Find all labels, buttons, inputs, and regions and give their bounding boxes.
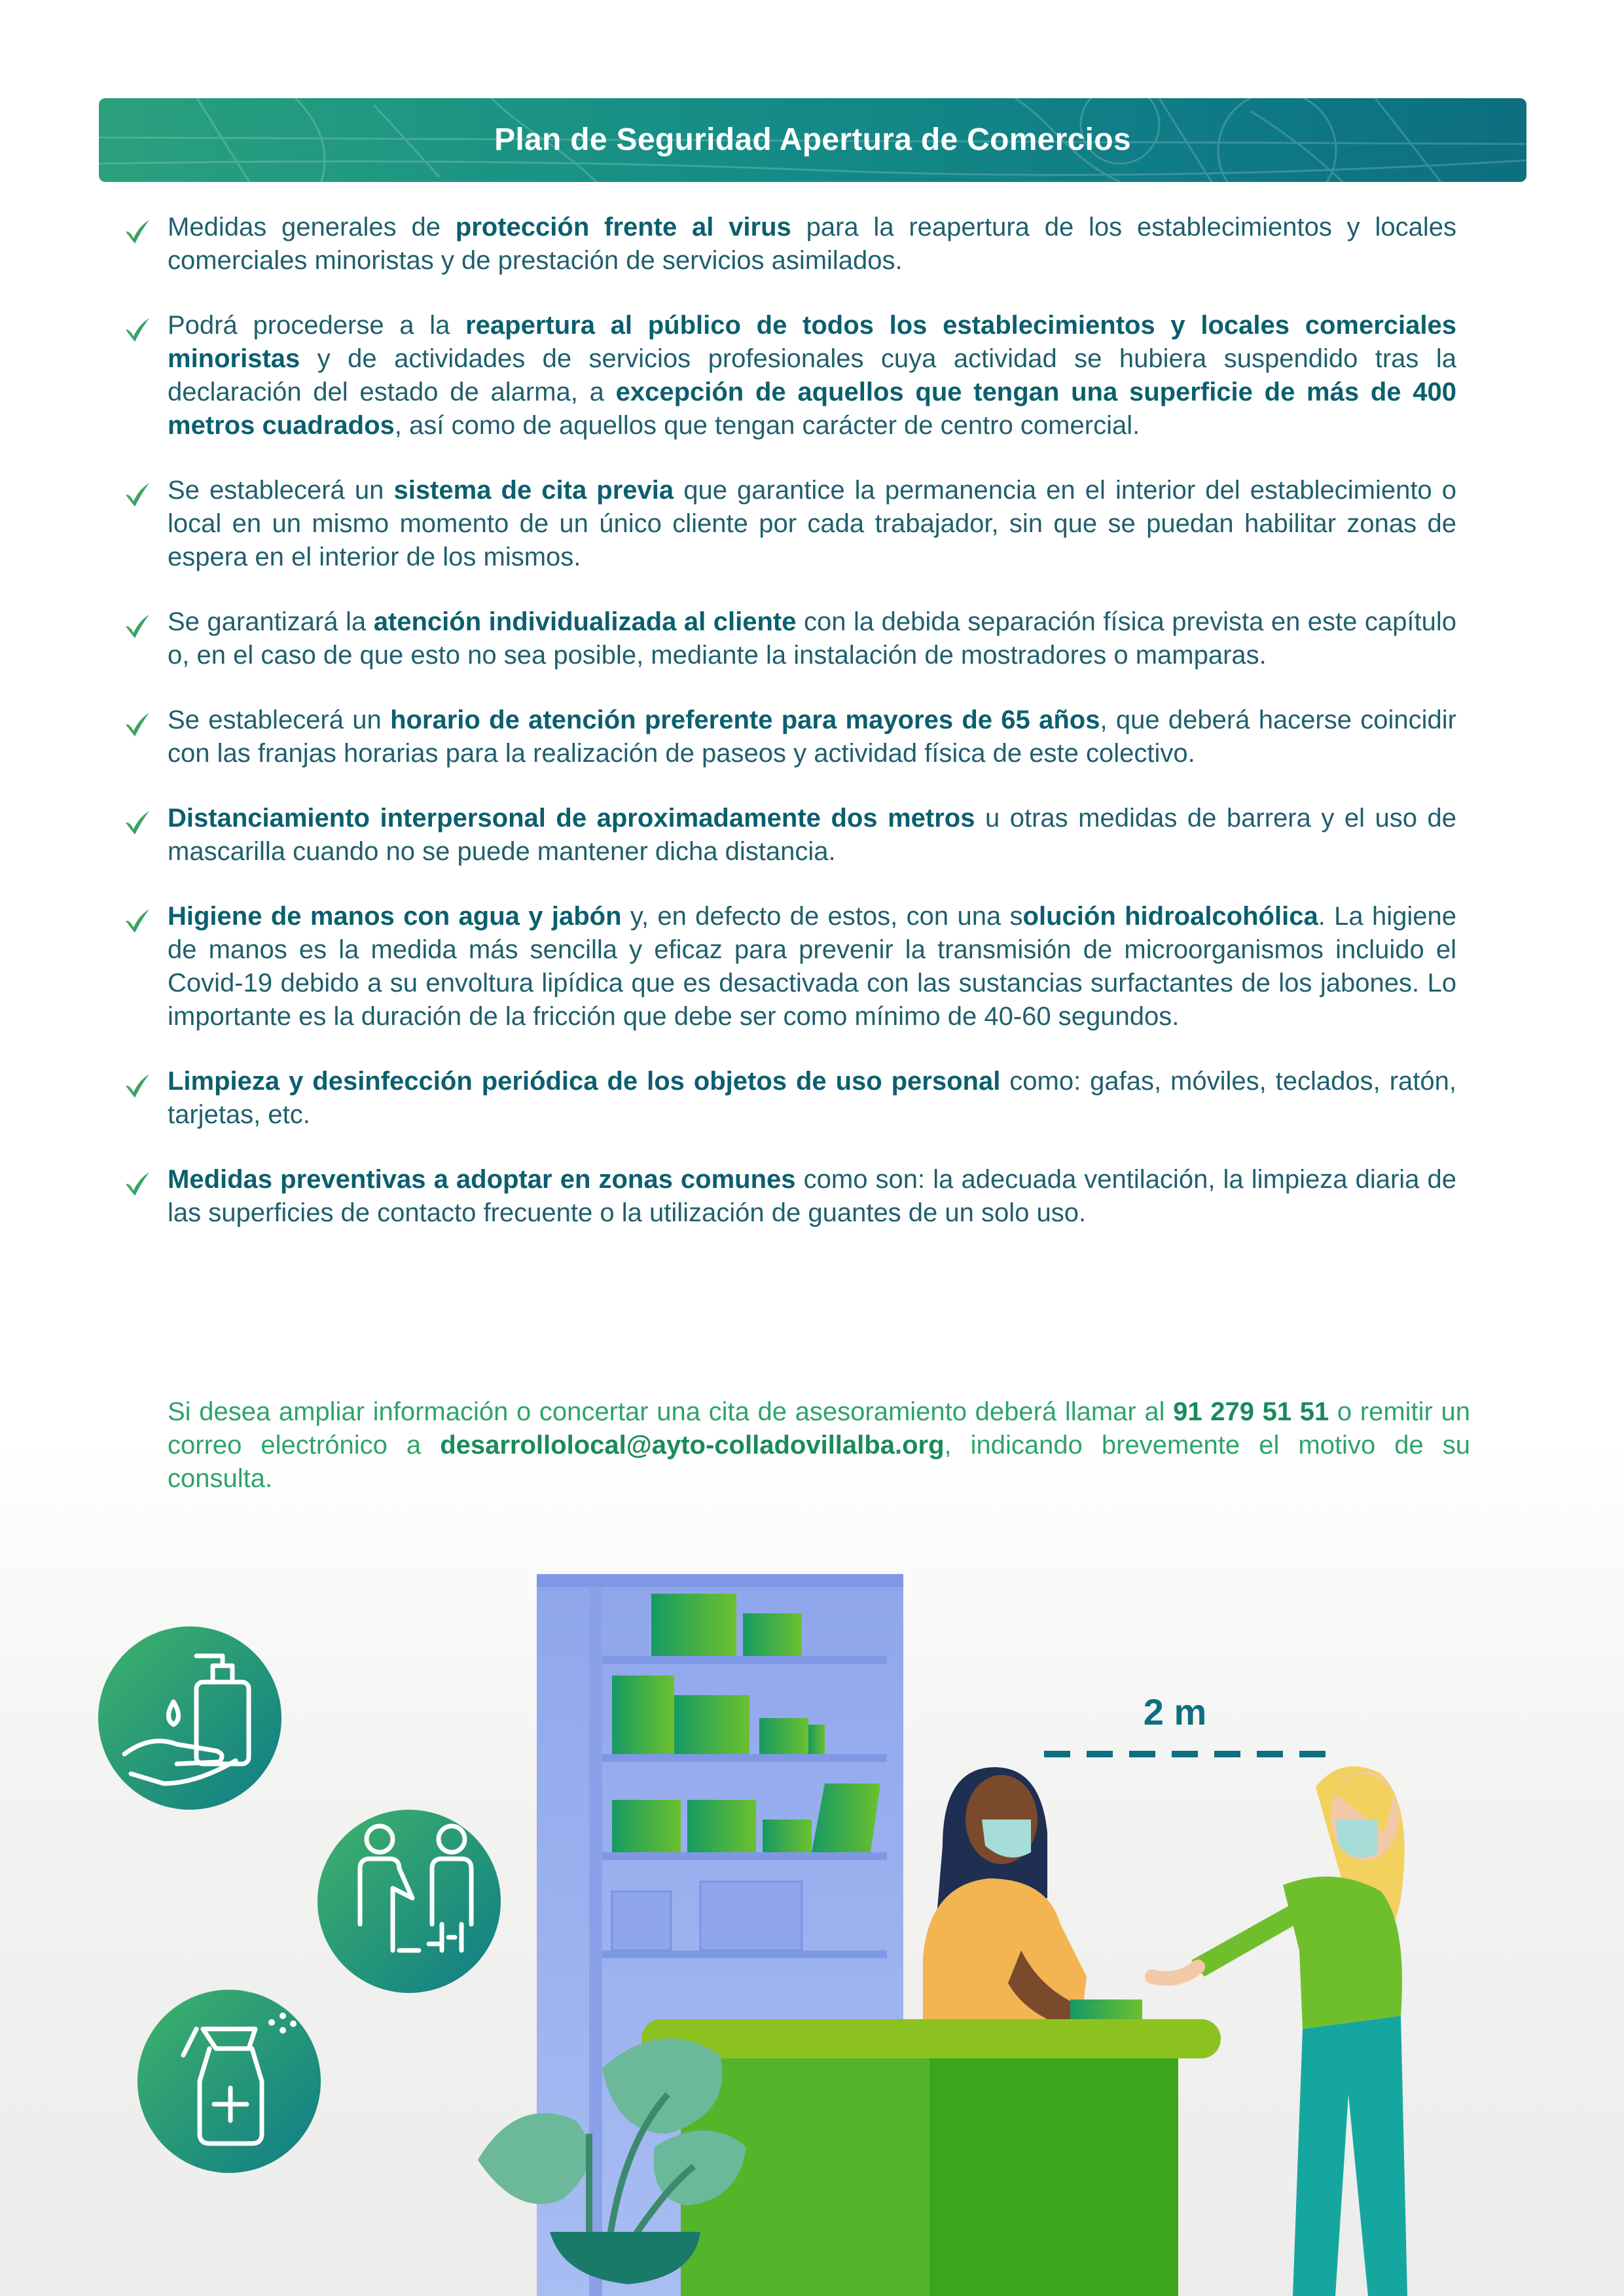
emphasis-text: Medidas preventivas a adoptar en zonas comunes <box>168 1165 796 1194</box>
measure-item <box>124 211 1456 278</box>
measure-item <box>124 605 1456 672</box>
body-text: y de actividades de servicios profesionales cuya actividad se hubiera suspendido tras la declaración del estado de alarma, a <box>168 344 1456 406</box>
measure-item <box>124 309 1456 442</box>
body-text: , así como de aquellos que tengan carácter de centro comercial. <box>394 411 1140 440</box>
checkmark-icon <box>124 613 151 639</box>
distance-dashes <box>1044 1751 1326 1757</box>
emphasis-text: reapertura al público de todos los establecimientos y locales comerciales minoristas <box>168 311 1457 373</box>
emphasis-text: excepción de aquellos que tengan una superficie de más de 400 metros cuadrados <box>168 378 1457 440</box>
body-text: u otras medidas de barrera y el uso de mascarilla cuando no se puede mantener dicha distancia. <box>168 804 1456 866</box>
body-text: , que deberá hacerse coincidir con las franjas horarias para la realización de paseos y actividad física de este colectivo. <box>168 706 1456 768</box>
checkmark-icon <box>124 810 151 836</box>
body-text: Si desea ampliar información o concertar una cita de asesoramiento deberá llamar al <box>168 1397 1174 1426</box>
social-distance-icon <box>317 1810 501 1993</box>
measure-item <box>124 1065 1456 1132</box>
page-title: Plan de Seguridad Apertura de Comercios <box>494 122 1131 157</box>
checkmark-icon <box>124 317 151 343</box>
body-text: Se garantizará la <box>168 607 374 636</box>
measure-item <box>124 704 1456 770</box>
measure-item <box>124 900 1456 1033</box>
body-text: . La higiene de manos es la medida más sencilla y eficaz para prevenir la transmisión de microorganismos incluido el Covid-19 debido a su envoltura lipídica que es desactivada con las sustancias surfactantes de los jabones. Lo importante es la duración de la fricción que debe ser como mínimo de 40-60 segundos. <box>168 902 1456 1031</box>
body-text: o remitir un correo electrónico a <box>168 1397 1471 1460</box>
measure-item <box>124 474 1456 574</box>
checkmark-icon <box>124 711 151 738</box>
checkmark-icon <box>124 908 151 934</box>
body-text: que garantice la permanencia en el interior del establecimiento o local en un mismo momento de un único cliente por cada trabajador, sin que se puedan habilitar zonas de espera en el interior de los mismos. <box>168 476 1457 571</box>
emphasis-text: horario de atención preferente para mayores de 65 años <box>390 706 1100 734</box>
emphasis-text: olución hidroalcohólica <box>1022 902 1318 931</box>
emphasis-text: sistema de cita previa <box>393 476 674 505</box>
checkmark-icon <box>124 219 151 245</box>
body-text: Se establecerá un <box>168 706 391 734</box>
checkmark-icon <box>124 1171 151 1197</box>
emphasis-text: atención individualizada al cliente <box>373 607 797 636</box>
body-text: Medidas generales de <box>168 213 456 242</box>
body-text: , indicando brevemente el motivo de su consulta. <box>168 1431 1470 1493</box>
body-text: Se establecerá un <box>168 476 394 505</box>
emphasis-text: desarrollolocal@ayto-colladovillalba.org <box>440 1431 945 1460</box>
shop-illustration <box>0 1558 1624 2296</box>
body-text: Podrá procederse a la <box>168 311 466 340</box>
measure-item <box>124 1163 1456 1230</box>
body-text: con la debida separación física prevista en este capítulo o, en el caso de que esto no sea posible, mediante la instalación de mostradores o mamparas. <box>168 607 1457 670</box>
emphasis-text: 91 279 51 51 <box>1173 1397 1329 1426</box>
header-bar <box>99 98 1526 182</box>
body-text: como: gafas, móviles, teclados, ratón, tarjetas, etc. <box>168 1067 1456 1129</box>
emphasis-text: Distanciamiento interpersonal de aproximadamente dos metros <box>168 804 975 833</box>
contact-paragraph <box>168 1395 1470 1496</box>
measure-item <box>124 802 1456 869</box>
hand-sanitizer-icon <box>98 1626 281 1810</box>
emphasis-text: protección frente al virus <box>455 213 791 242</box>
emphasis-text: Limpieza y desinfección periódica de los objetos de uso personal <box>168 1067 1001 1096</box>
measures-list <box>124 211 1456 1261</box>
distance-label: 2 m <box>1143 1691 1207 1732</box>
body-text: como son: la adecuada ventilación, la limpieza diaria de las superficies de contacto frecuente o la utilización de guantes de un solo uso. <box>168 1165 1456 1227</box>
body-text: y, en defecto de estos, con una s <box>621 902 1023 931</box>
checkmark-icon <box>124 1073 151 1099</box>
body-text: para la reapertura de los establecimientos y locales comerciales minoristas y de prestación de servicios asimilados. <box>168 213 1456 275</box>
emphasis-text: Higiene de manos con agua y jabón <box>168 902 622 931</box>
disinfectant-spray-icon <box>137 1990 321 2173</box>
checkmark-icon <box>124 482 151 508</box>
